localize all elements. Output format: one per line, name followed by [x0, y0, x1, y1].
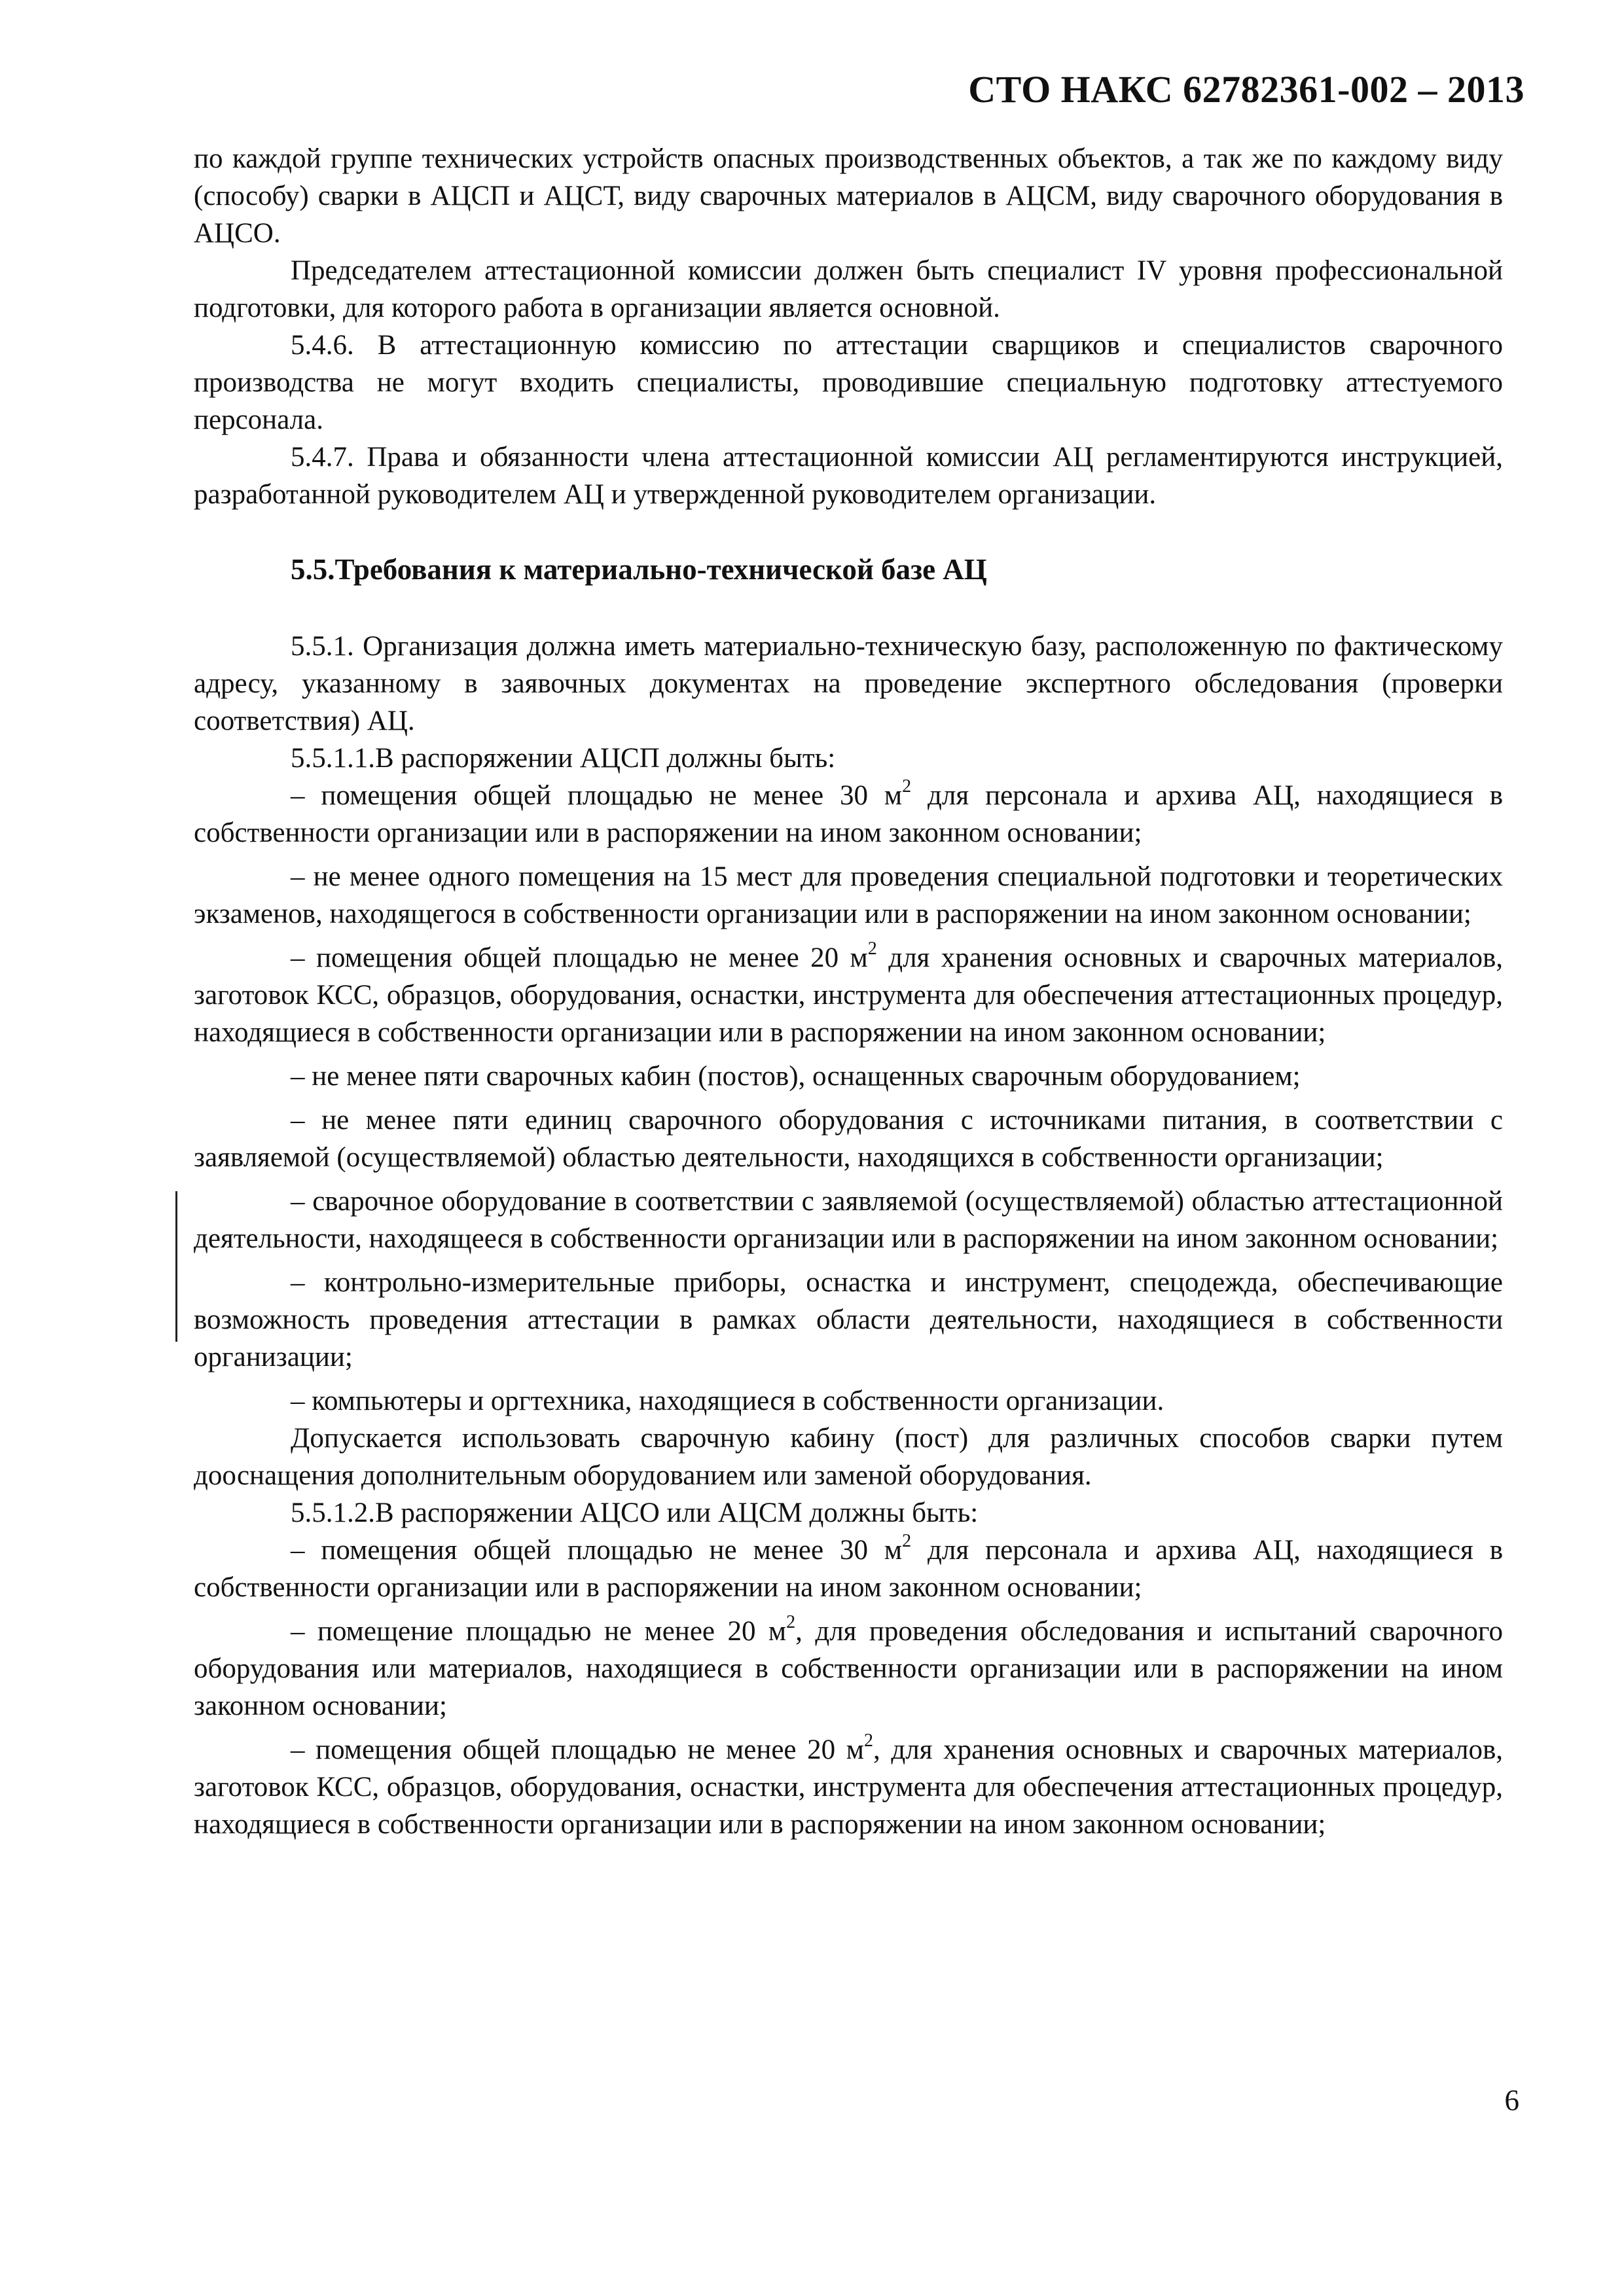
list-item-text: – помещения общей площадью не менее 20 м — [291, 942, 868, 973]
list-item-text: , для хранения основных и сварочных материалов, заготовок КСС, образцов, оборудования, оснастки, инструмента для обеспечения аттестационных процедур, находящиеся в собственности организации или в распоряжении на ином законном основании; — [194, 1734, 1504, 1840]
list-item-text: для персонала и архива АЦ, находящиеся в собственности организации или в распоряжении на ином законном основании; — [194, 780, 1503, 848]
page-number: 6 — [1504, 2084, 1519, 2117]
superscript: 2 — [867, 938, 877, 959]
list-item: – не менее пяти единиц сварочного оборудования с источниками питания, в соответствии с заявляемой (осуществляемой) областью деятельности, находящихся в собственности организации; — [194, 1105, 1503, 1173]
list-item-text: – помещения общей площадью не менее 20 м — [291, 1734, 864, 1765]
paragraph-5-4-6: 5.4.6. В аттестационную комиссию по аттестации сварщиков и специалистов сварочного производства не могут входить специалисты, проводившие специальную подготовку аттестуемого персонала. — [194, 330, 1503, 435]
paragraph-5-5-1-2: 5.5.1.2.В распоряжении АЦСО или АЦСМ должны быть: — [291, 1498, 979, 1528]
list-item — [194, 1731, 1503, 1843]
list-item-text: – помещение площадью не менее 20 м — [291, 1616, 787, 1647]
paragraph: по каждой группе технических устройств опасных производственных объектов, а так же по каждому виду (способу) сварки в АЦСП и АЦСТ, виду сварочных материалов в АЦСМ, виду сварочного оборудования в АЦСО. — [194, 143, 1503, 249]
list-item — [194, 1613, 1503, 1725]
paragraph: Председателем аттестационной комиссии должен быть специалист IV уровня профессиональной подготовки, для которого работа в организации является основной. — [194, 255, 1503, 323]
list-item — [194, 1532, 1503, 1606]
list-item — [194, 939, 1503, 1051]
superscript: 2 — [863, 1730, 873, 1751]
revision-change-bar — [175, 1191, 177, 1342]
paragraph: Допускается использовать сварочную кабину (пост) для различных способов сварки путем дооснащения дополнительным оборудованием или заменой оборудования. — [194, 1423, 1503, 1491]
list-item: – не менее пяти сварочных кабин (постов), оснащенных сварочным оборудованием; — [291, 1061, 1301, 1092]
list-item: – сварочное оборудование в соответствии с заявляемой (осуществляемой) областью аттестационной деятельности, находящееся в собственности организации или в распоряжении на ином законном основании; — [194, 1186, 1503, 1254]
superscript: 2 — [786, 1611, 796, 1632]
document-body — [194, 140, 1503, 1843]
paragraph-5-5-1: 5.5.1. Организация должна иметь материально-техническую базу, расположенную по фактическому адресу, указанному в заявочных документах на проведение экспертного обследования (проверки соответствия) АЦ. — [194, 631, 1503, 736]
list-item-text: – помещения общей площадью не менее 30 м — [291, 780, 903, 811]
document-code-header: СТО НАКС 62782361-002 – 2013 — [968, 68, 1525, 111]
list-item-text: – помещения общей площадью не менее 30 м — [291, 1535, 903, 1566]
list-item: – контрольно-измерительные приборы, оснастка и инструмент, спецодежда, обеспечивающие возможность проведения аттестации в рамках области деятельности, находящиеся в собственности организации; — [194, 1267, 1503, 1372]
superscript: 2 — [902, 1530, 912, 1551]
list-item-text: для персонала и архива АЦ, находящиеся в собственности организации или в распоряжении на ином законном основании; — [194, 1535, 1503, 1603]
list-item-text: для хранения основных и сварочных материалов, заготовок КСС, образцов, оборудования, оснастки, инструмента для обеспечения аттестационных процедур, находящиеся в собственности организации или в распоряжении на ином законном основании; — [194, 942, 1504, 1048]
superscript: 2 — [902, 776, 912, 797]
list-item — [194, 777, 1503, 852]
list-item: – компьютеры и оргтехника, находящиеся в собственности организации. — [291, 1386, 1164, 1416]
section-heading-5-5: 5.5.Требования к материально-технической базе АЦ — [291, 553, 987, 586]
paragraph-5-4-7: 5.4.7. Права и обязанности члена аттестационной комиссии АЦ регламентируются инструкцией, разработанной руководителем АЦ и утвержденной руководителем организации. — [194, 442, 1503, 510]
paragraph-5-5-1-1: 5.5.1.1.В распоряжении АЦСП должны быть: — [291, 743, 836, 774]
list-item: – не менее одного помещения на 15 мест для проведения специальной подготовки и теоретических экзаменов, находящегося в собственности организации или в распоряжении на ином законном основании; — [194, 861, 1503, 929]
list-item-text: , для проведения обследования и испытаний сварочного оборудования или материалов, находящиеся в собственности организации или в распоряжении на ином законном основании; — [194, 1616, 1503, 1721]
